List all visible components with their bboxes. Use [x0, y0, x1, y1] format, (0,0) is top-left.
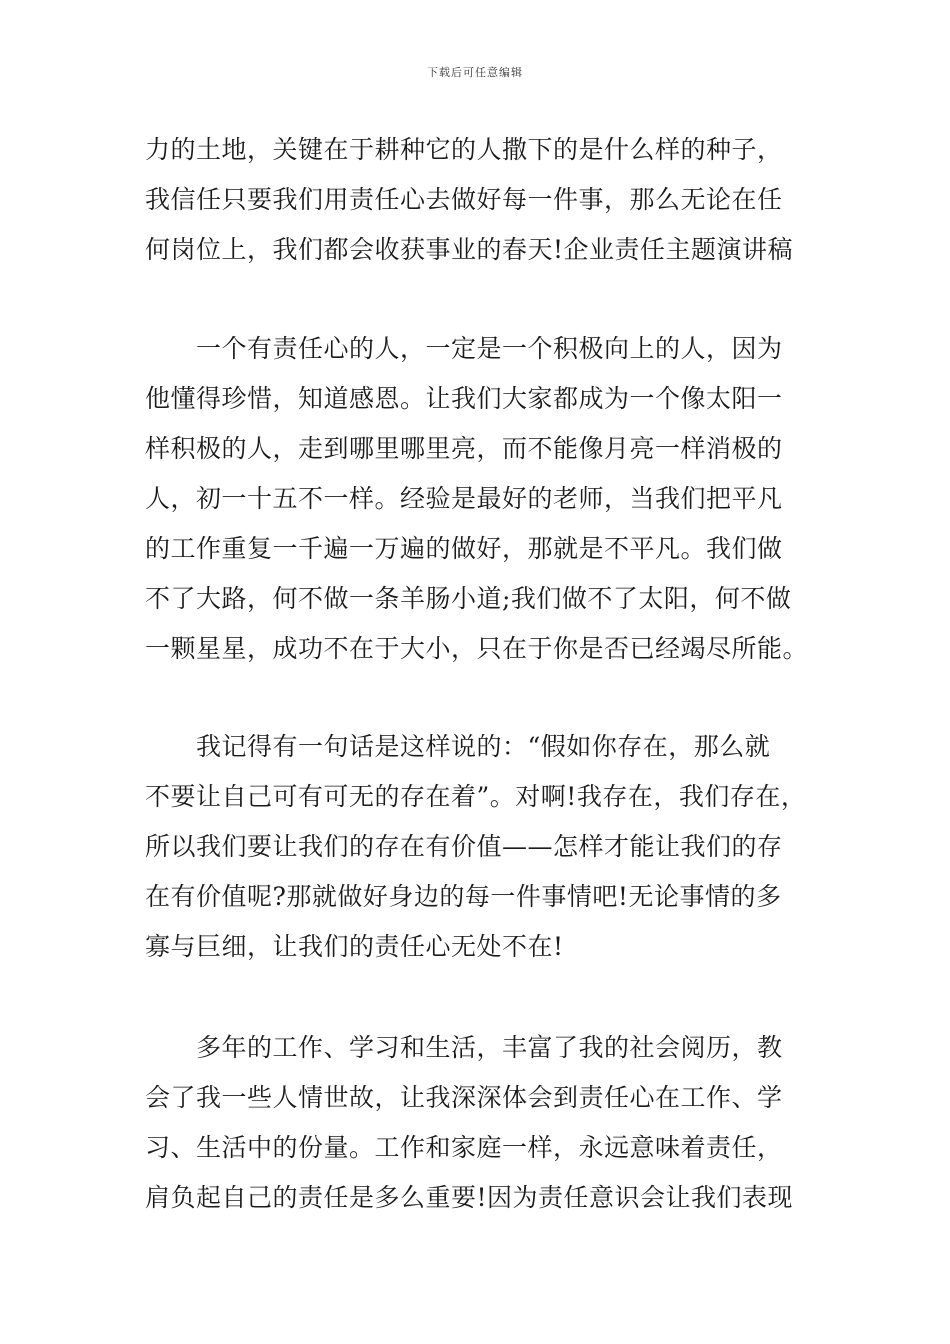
text-line: 他懂得珍惜，知道感恩。让我们大家都成为一个像太阳一 [145, 384, 783, 413]
text-line: 一颗星星，成功不在于大小，只在于你是否已经竭尽所能。 [145, 634, 809, 663]
text-line: 在有价值呢?那就做好身边的每一件事情吧!无论事情的多 [145, 882, 782, 911]
text-line: 我信任只要我们用责任心去做好每一件事，那么无论在任 [145, 185, 783, 214]
text-line: 不要让自己可有可无的存在着”。对啊!我存在，我们存在， [145, 782, 807, 811]
text-line: 我记得有一句话是这样说的：“假如你存在，那么就 [145, 732, 771, 761]
text-line: 的工作重复一千遍一万遍的做好，那就是不平凡。我们做 [145, 534, 783, 563]
text-line: 何岗位上，我们都会收获事业的春天!企业责任主题演讲稿 [145, 235, 794, 264]
text-line: 会了我一些人情世故，让我深深体会到责任心在工作、学 [145, 1083, 783, 1112]
text-line: 力的土地，关键在于耕种它的人撒下的是什么样的种子， [145, 135, 783, 164]
text-line: 肩负起自己的责任是多么重要!因为责任意识会让我们表现 [145, 1183, 794, 1212]
text-line: 样积极的人，走到哪里哪里亮，而不能像月亮一样消极的 [145, 434, 783, 463]
text-line: 所以我们要让我们的存在有价值——怎样才能让我们的存 [145, 832, 783, 861]
text-line: 一个有责任心的人，一定是一个积极向上的人，因为 [145, 334, 783, 363]
text-line: 寡与巨细，让我们的责任心无处不在! [145, 932, 564, 961]
page-header: 下载后可任意编辑 [427, 66, 523, 79]
text-line: 不了大路，何不做一条羊肠小道;我们做不了太阳，何不做 [145, 584, 792, 613]
text-line: 多年的工作、学习和生活，丰富了我的社会阅历，教 [145, 1033, 783, 1062]
text-line: 人，初一十五不一样。经验是最好的老师，当我们把平凡 [145, 484, 783, 513]
text-line: 习、生活中的份量。工作和家庭一样，永远意味着责任， [145, 1133, 783, 1162]
